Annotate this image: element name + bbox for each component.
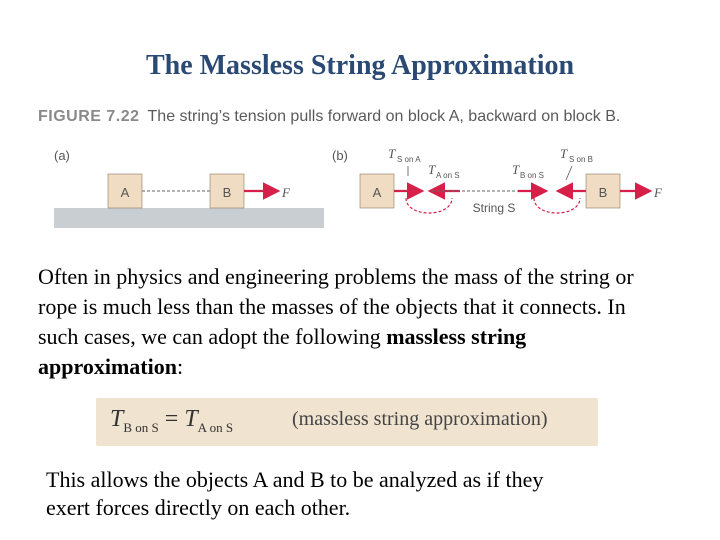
t-b-on-s-symbol: T <box>512 162 520 177</box>
t-b-on-s-sub: B on S <box>520 171 545 180</box>
panel-b-block-b-label: B <box>598 185 608 200</box>
t-a-on-s-symbol: T <box>428 162 436 177</box>
equation-note: (massless string approximation) <box>292 408 548 430</box>
action-reaction-right <box>534 198 580 213</box>
conclusion-paragraph: This allows the objects A and B to be analyzed as if they exert forces directly on each other. <box>46 467 544 520</box>
pointer-s-on-b <box>566 166 572 180</box>
string-label: String S <box>472 201 516 215</box>
panel-b-force-label: F <box>654 185 662 200</box>
intro-text: Often in physics and engineering problems the mass of the string or rope is much less than the masses of the objects that it connects. In such cases, we can adopt the following <box>38 264 634 349</box>
equation-lhs-subscript: B on S <box>123 420 159 435</box>
key-term: massless string approximation <box>38 324 527 379</box>
equation <box>110 406 233 436</box>
equation-rhs-symbol: T <box>184 406 198 432</box>
figure-caption-text: The string’s tension pulls forward on block A, backward on block B. <box>147 108 621 125</box>
intro-paragraph <box>38 262 658 382</box>
equation-box <box>96 398 598 446</box>
panel-a-force-label: F <box>282 185 290 200</box>
intro-punctuation: : <box>176 354 184 379</box>
t-s-on-b-symbol: T <box>560 146 568 161</box>
figure-number: FIGURE 7.22 <box>38 108 140 125</box>
ground-a <box>54 208 324 228</box>
t-s-on-b-sub: S on B <box>569 155 594 164</box>
panel-b-label: (b) <box>332 148 348 163</box>
figure-caption <box>38 108 620 126</box>
t-s-on-a-symbol: T <box>388 146 396 161</box>
action-reaction-left <box>406 198 452 213</box>
panel-a-block-b-label: B <box>222 185 232 200</box>
equation-lhs-symbol: T <box>110 406 124 432</box>
t-a-on-s-sub: A on S <box>436 171 460 180</box>
slide-title: The Massless String Approximation <box>145 50 575 81</box>
t-s-on-a-sub: S on A <box>397 155 421 164</box>
panel-b-block-a-label: A <box>372 185 382 200</box>
figure-illustration <box>40 140 680 240</box>
equation-rhs-subscript: A on S <box>197 420 234 435</box>
equation-equals: = <box>164 406 179 432</box>
panel-a-block-a-label: A <box>120 185 130 200</box>
panel-a-label: (a) <box>54 148 70 163</box>
